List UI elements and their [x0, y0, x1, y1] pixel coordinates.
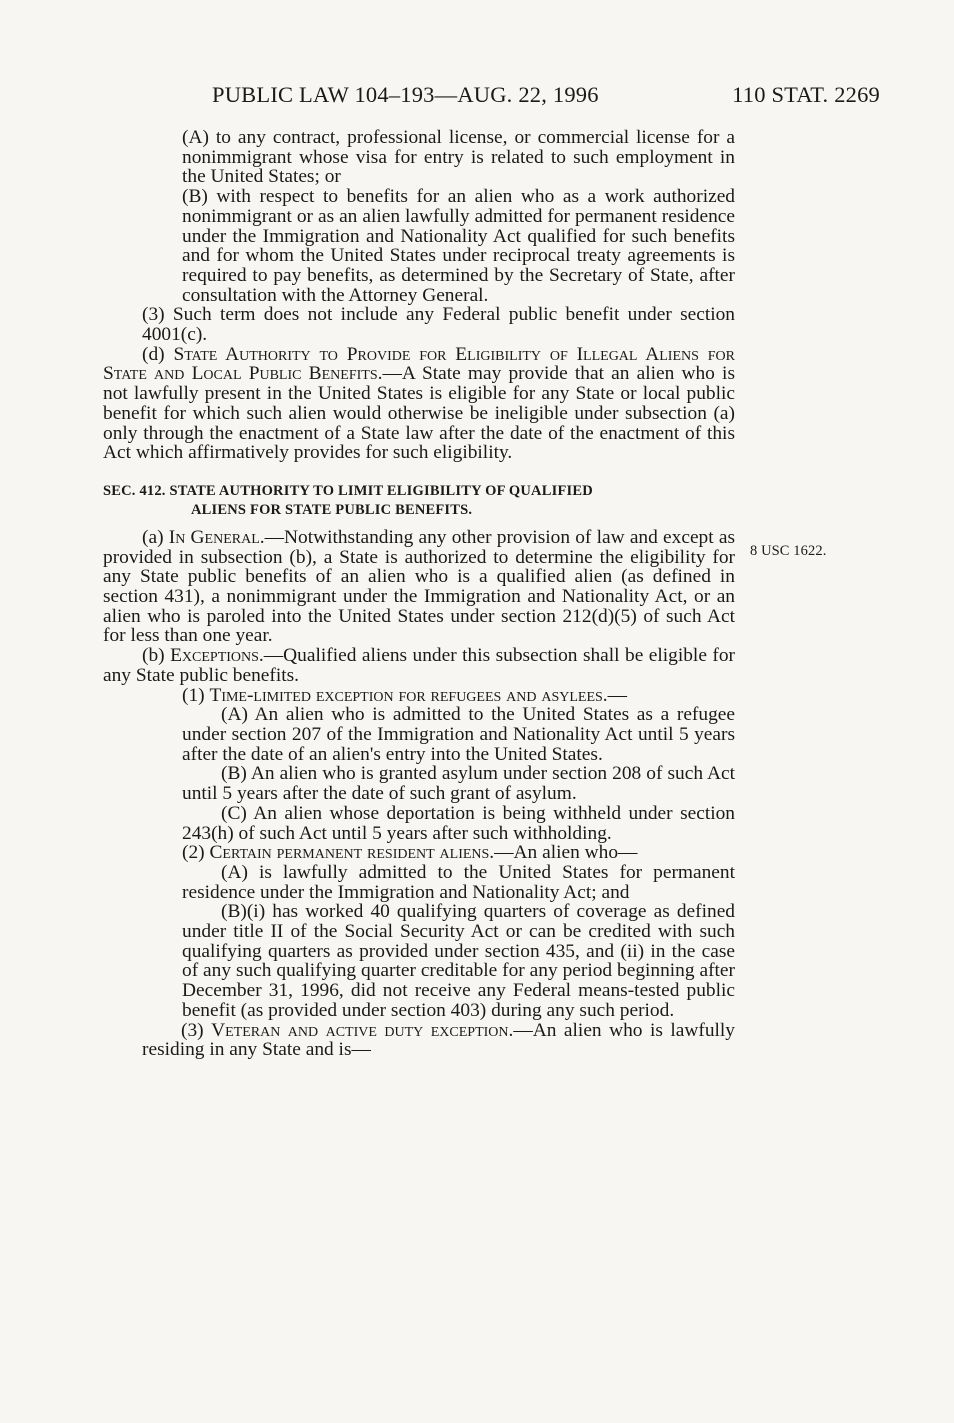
- paragraph-1A-refugee: (A) An alien who is admitted to the United States as a refugee under section 207 of the Immigration and Nationality Act until 5 years after the date of an alien's entry into the United States.: [182, 704, 735, 765]
- paragraph-a-text: —Notwithstanding any other provision of law and except as provided in subsection (b), a State is authorized to determine the eligibility for any State public benefits of an alien who is a qualified alien (as defined in section 431), a nonimmigrant under the Immigration and Nationality Act, or an alien who is paroled into the United States under section 212(d)(5) of such Act for less than one year.: [103, 526, 736, 647]
- paragraph-3-term: (3) Such term does not include any Federal public benefit under section 4001(c).: [142, 304, 735, 346]
- paragraph-b-lead: (b): [142, 645, 171, 667]
- paragraph-B-benefits: (B) with respect to benefits for an alien who as a work authorized nonimmigrant or as an alien lawfully admitted for permanent residence under the Immigration and Nationality Act qualified for such benefits and for whom the United States under reciprocal treaty agreements is required to pay benefits, as determined by the Secretary of State, after consultation with the Attorney General.: [182, 186, 735, 306]
- paragraph-1-lead: (1): [182, 684, 210, 706]
- page-header: [212, 82, 880, 118]
- paragraph-1B-asylum: (B) An alien who is granted asylum under section 208 of such Act until 5 years after the date of such grant of asylum.: [182, 763, 735, 805]
- paragraph-1-heading: Time-limited exception for refugees and asylees.: [209, 684, 608, 706]
- section-412-title: [103, 482, 735, 520]
- paragraph-a-lead: (a): [142, 526, 169, 548]
- paragraph-a-in-general: [103, 528, 735, 646]
- paragraph-A-contract: (A) to any contract, professional license, or commercial license for a nonimmigrant whose visa for entry is related to such employment in the United States; or: [182, 127, 735, 188]
- paragraph-2-lead: (2): [182, 842, 210, 864]
- section-title-line-2: ALIENS FOR STATE PUBLIC BENEFITS.: [191, 501, 473, 518]
- paragraph-2A-admitted: (A) is lawfully admitted to the United States for permanent residence under the Immigration and Nationality Act; and: [182, 861, 735, 903]
- paragraph-b-text: —Qualified aliens under this subsection shall be eligible for any State public benefits.: [103, 645, 735, 686]
- paragraph-d-lead: (d): [142, 343, 174, 365]
- paragraph-2-text: —An alien who—: [494, 842, 638, 864]
- paragraph-2-permanent-resident: [103, 843, 735, 863]
- paragraph-1C-deportation: (C) An alien whose deportation is being withheld under section 243(h) of such Act until 5 years after such withholding.: [182, 802, 735, 844]
- paragraph-2-heading: Certain permanent resident aliens.: [209, 842, 495, 864]
- paragraph-3v-text: —An alien who is lawfully residing in any State and is—: [142, 1019, 735, 1061]
- header-statute-page: 110 STAT. 2269: [732, 82, 880, 107]
- paragraph-b-heading: Exceptions.: [170, 645, 264, 667]
- paragraph-d-state-authority: [103, 345, 735, 463]
- paragraph-1-time-limited: [103, 686, 735, 706]
- usc-citation-note: 8 USC 1622.: [750, 543, 827, 559]
- paragraph-a-heading: In General.: [168, 526, 265, 548]
- paragraph-d-text: —A State may provide that an alien who is not lawfully present in the United States is eligible for any State or local public benefit for which such alien would otherwise be ineligible under subsection (a) only through the enactment of a State law after the date of the enactment of this Act which affirmatively provides for such eligibility.: [103, 363, 735, 464]
- paragraph-3v-heading: Veteran and active duty exception.: [211, 1019, 514, 1041]
- paragraph-b-exceptions: [103, 646, 735, 685]
- paragraph-3-veteran: [103, 1021, 735, 1060]
- document-body: [103, 128, 735, 1060]
- paragraph-1-text: —: [607, 684, 628, 706]
- paragraph-3v-lead: (3): [181, 1019, 212, 1041]
- paragraph-2B-quarters: (B)(i) has worked 40 qualifying quarters of coverage as defined under title II of the Social Security Act or can be credited with such qualifying quarters as provided under section 435, and (ii) in the case of any such qualifying quarter creditable for any period beginning after December 31, 1996, did not receive any Federal means-tested public benefit (as provided under section 403) during any such period.: [182, 901, 735, 1021]
- section-title-line-1: SEC. 412. STATE AUTHORITY TO LIMIT ELIGIBILITY OF QUALIFIED: [103, 482, 593, 499]
- paragraph-d-heading: State Authority to Provide for Eligibility of Illegal Aliens for State and Local Public Benefits.: [103, 343, 735, 385]
- header-law-date: PUBLIC LAW 104–193—AUG. 22, 1996: [212, 82, 599, 107]
